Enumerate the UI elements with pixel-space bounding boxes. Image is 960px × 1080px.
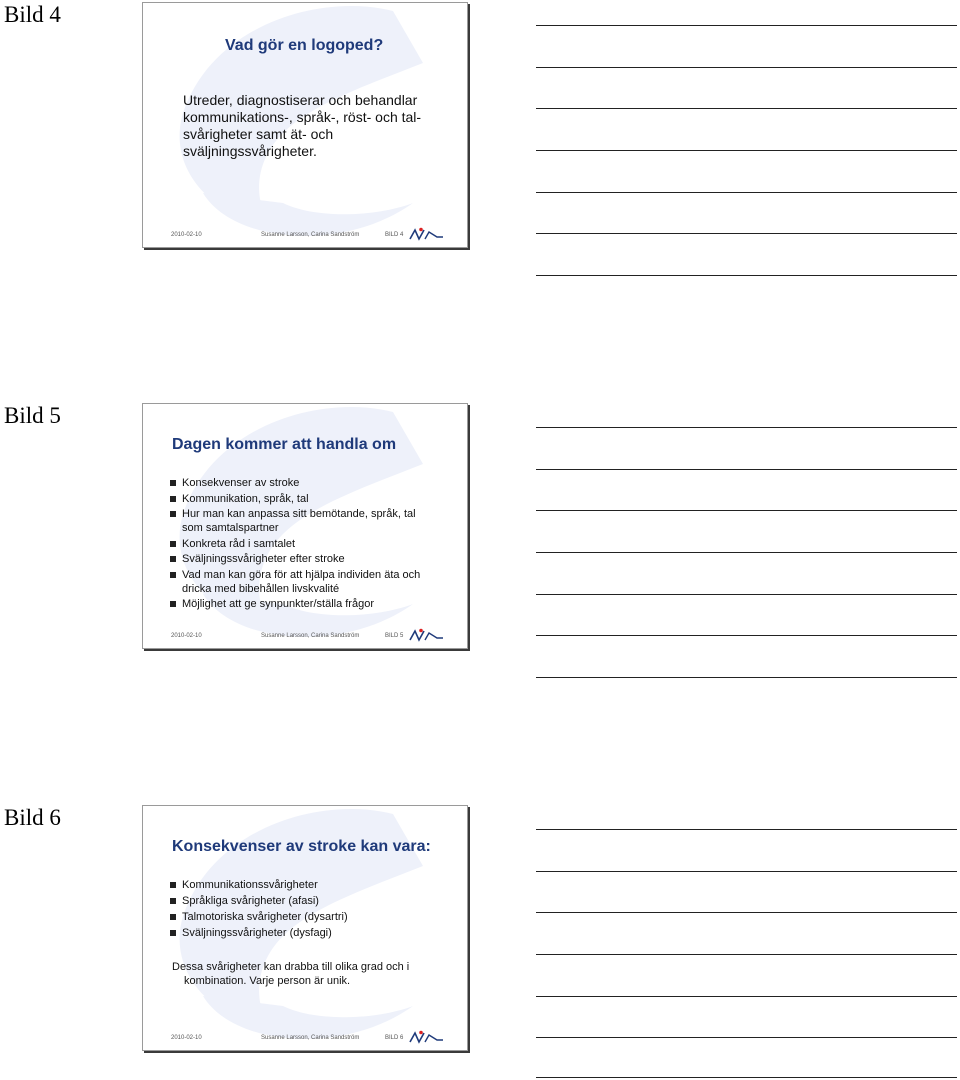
slide-paragraph: Utreder, diagnostiserar och behandlar kommunikations-, språk-, röst- och tal- svårigheter samt ät- och sväljningssvårigheter. bbox=[183, 92, 422, 159]
slide-label: Bild 5 bbox=[4, 403, 61, 428]
slide-footer bbox=[171, 1032, 445, 1044]
list-item: Konkreta råd i samtalet bbox=[170, 537, 460, 551]
slide-thumbnail bbox=[142, 805, 468, 1051]
footer-logo-icon bbox=[409, 628, 445, 642]
footer-authors: Susanne Larsson, Carina Sandström bbox=[261, 232, 360, 238]
footer-date: 2010-02-10 bbox=[171, 1035, 202, 1041]
footer-page-number: BILD 5 bbox=[385, 633, 404, 639]
footer-date: 2010-02-10 bbox=[171, 232, 202, 238]
list-item: Kommunikation, språk, tal bbox=[170, 492, 460, 506]
footer-logo-icon bbox=[409, 1030, 445, 1044]
bullet-list bbox=[170, 476, 460, 613]
slide-title: Konsekvenser av stroke kan vara: bbox=[172, 838, 431, 855]
bullet-square-icon bbox=[170, 572, 176, 578]
slide-thumbnail bbox=[142, 403, 468, 649]
bullet-square-icon bbox=[170, 496, 176, 502]
note-lines-bild-6 bbox=[536, 830, 957, 1078]
list-item: Vad man kan göra för att hjälpa individen äta och dricka med bibehållen livskvalité bbox=[170, 568, 460, 596]
bullet-square-icon bbox=[170, 882, 176, 888]
list-item: Talmotoriska svårigheter (dysartri) bbox=[170, 910, 460, 924]
list-item: Kommunikationssvårigheter bbox=[170, 878, 460, 892]
slide-label: Bild 4 bbox=[4, 2, 61, 27]
list-item: Konsekvenser av stroke bbox=[170, 476, 460, 490]
bullet-square-icon bbox=[170, 541, 176, 547]
footer-page-number: BILD 4 bbox=[385, 232, 404, 238]
footer-page-number: BILD 6 bbox=[385, 1035, 404, 1041]
list-item: Sväljningssvårigheter efter stroke bbox=[170, 552, 460, 566]
note-lines-bild-5 bbox=[536, 428, 957, 678]
bullet-square-icon bbox=[170, 601, 176, 607]
slide-paragraph: Dessa svårigheter kan drabba till olika grad och i kombination. Varje person är unik. bbox=[172, 961, 410, 987]
slide-footer bbox=[171, 229, 445, 241]
bullet-square-icon bbox=[170, 898, 176, 904]
slide-footer bbox=[171, 630, 445, 642]
footer-authors: Susanne Larsson, Carina Sandström bbox=[261, 633, 360, 639]
bullet-square-icon bbox=[170, 930, 176, 936]
slide-title: Dagen kommer att handla om bbox=[172, 436, 397, 453]
slide-label: Bild 6 bbox=[4, 805, 61, 830]
bullet-square-icon bbox=[170, 556, 176, 562]
list-item: Språkliga svårigheter (afasi) bbox=[170, 894, 460, 908]
bullet-square-icon bbox=[170, 480, 176, 486]
note-lines-bild-4 bbox=[536, 26, 957, 276]
slide-thumbnail bbox=[142, 2, 468, 248]
footer-logo-icon bbox=[409, 227, 445, 241]
bullet-square-icon bbox=[170, 511, 176, 517]
slide-title: Vad gör en logoped? bbox=[225, 37, 384, 54]
list-item: Sväljningssvårigheter (dysfagi) bbox=[170, 926, 460, 940]
list-item: Möjlighet att ge synpunkter/ställa frågor bbox=[170, 597, 460, 611]
footer-authors: Susanne Larsson, Carina Sandström bbox=[261, 1035, 360, 1041]
footer-date: 2010-02-10 bbox=[171, 633, 202, 639]
bullet-list bbox=[170, 878, 460, 942]
list-item: Hur man kan anpassa sitt bemötande, språk, tal som samtalspartner bbox=[170, 507, 460, 535]
bullet-square-icon bbox=[170, 914, 176, 920]
